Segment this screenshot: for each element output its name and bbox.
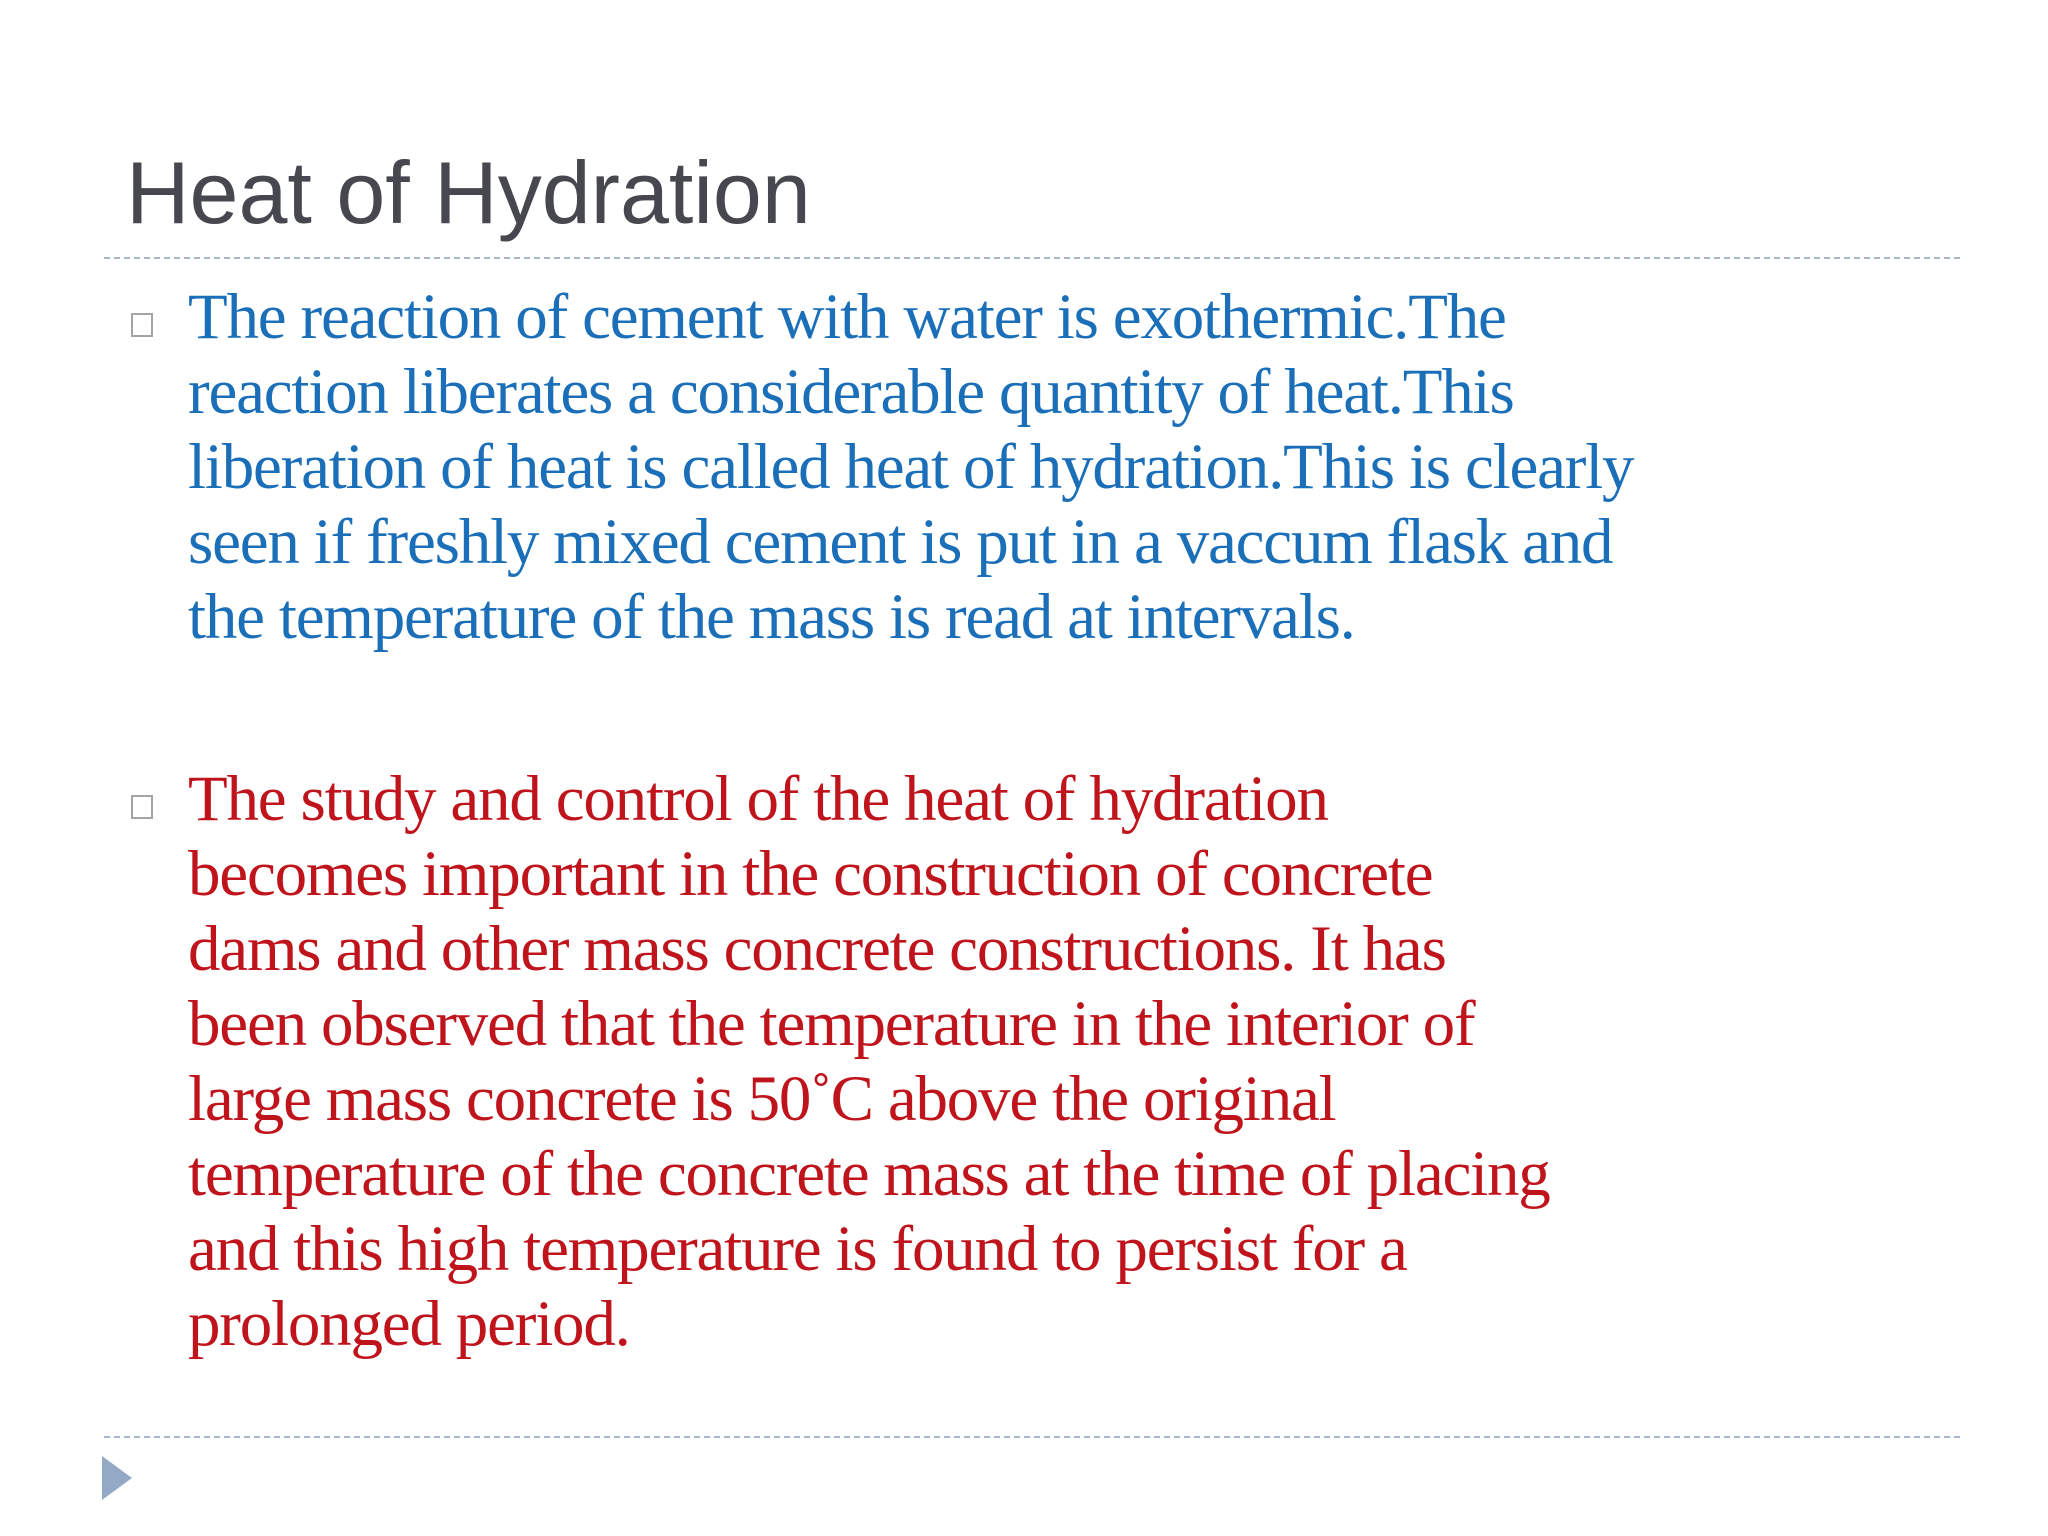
bullet-2-line: been observed that the temperature in the interior of: [188, 988, 1475, 1060]
bullet-2-line: becomes important in the construction of concrete: [188, 838, 1433, 910]
bullet-point-1: [188, 280, 1928, 655]
bullet-2-line: and this high temperature is found to persist for a: [188, 1213, 1407, 1285]
bullet-1-line: seen if freshly mixed cement is put in a vaccum flask and: [188, 506, 1613, 578]
bullet-2-text: [188, 762, 1928, 1362]
bullet-2-line: prolonged period.: [188, 1288, 630, 1360]
bullet-2-line: large mass concrete is 50˚C above the original: [188, 1063, 1336, 1135]
bullet-1-line: the temperature of the mass is read at intervals.: [188, 581, 1355, 653]
title-divider: [104, 257, 1960, 259]
footer-divider: [104, 1436, 1960, 1438]
square-bullet-icon: [131, 795, 153, 819]
square-bullet-icon: [131, 313, 153, 337]
bullet-1-line: reaction liberates a considerable quantity of heat.This: [188, 356, 1514, 428]
bullet-2-line: The study and control of the heat of hydration: [188, 763, 1328, 835]
bullet-1-text: [188, 280, 1928, 655]
triangle-right-icon[interactable]: [102, 1456, 132, 1500]
bullet-point-2: [188, 762, 1928, 1362]
bullet-1-line: liberation of heat is called heat of hydration.This is clearly: [188, 431, 1634, 503]
bullet-1-line: The reaction of cement with water is exothermic.The: [188, 281, 1506, 353]
bullet-2-line: temperature of the concrete mass at the time of placing: [188, 1138, 1550, 1210]
bullet-2-line: dams and other mass concrete constructions. It has: [188, 913, 1446, 985]
slide-title: Heat of Hydration: [126, 143, 811, 242]
